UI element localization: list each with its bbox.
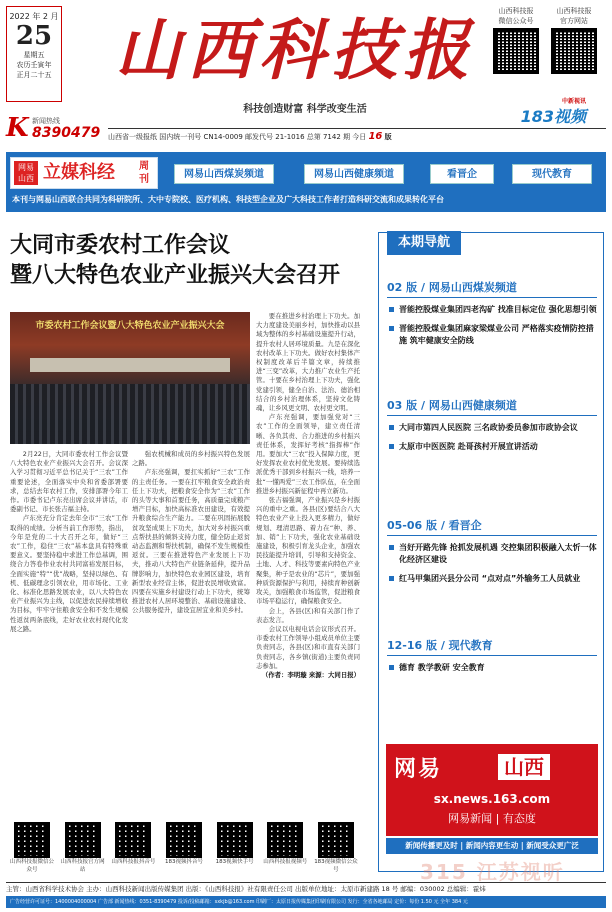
day-number: 25	[15, 21, 53, 51]
paragraph: 卢东亮充分肯定去年全市“三农”工作取得的成绩。分析当前工作形势，指出，今年是党的二十大召开之年，做好“三农”工作，稳住“三农”基本盘具有特殊重要意义。要坚持稳中求进工作总基调，围绕合力答卷作业农村共同富裕发展目标，全面实施“特”“优”战略，坚持以绿色、有机、低碳理念引领农业，用市场化、工业化、标准化思路发展农业，以八大特色农业产业振兴为主线，以促进农民持续增收为目标，牢牢守住粮食安全和不发生规模性返贫两条底线，走好农业农村现代化发展之路。	[10, 514, 128, 633]
weekly-logo	[10, 157, 158, 189]
paragraph: 强农机械和成员的乡村振兴特色发展之路。	[132, 450, 250, 468]
weekly-tail: 周刊	[139, 161, 149, 185]
tv-logo-small: 中新视讯	[561, 98, 586, 105]
guide-section-coal	[387, 279, 597, 354]
headline-line-2: 暨八大特色农业产业振兴大会召开	[10, 262, 341, 288]
qr-item[interactable]	[263, 822, 307, 880]
weekday: 星期五	[23, 51, 45, 59]
paragraph: 卢东亮强调，要扛实抓好“三农”工作的主责任务。一要在扛牢粮食安全政治责任上下功夫，把粮食安全作为“三农”工作的头等大事和首要任务，高质量完成粮产增产目标，加快高标准农田建设，有效提升粮食综合生产能力。二要在巩固拓展脱贫攻坚成果上下功夫，加大对乡村振兴重点帮扶县的倾斜支持力度，健全防止返贫动态监测和帮扶机制，确保不发生规模性返贫。三要在推进特色产业发展上下功夫，推动八大特色产业链条延伸，提升品牌影响力，加快特色农业园区建设，培育新型农业经营主体，促进农民增收致富。四要在实施乡村建设行动上下功夫，统筹推进农村人居环境整治、基础设施建设、公共服务提升，建设宜居宜业和美乡村。	[132, 468, 250, 615]
qr-caption: 山西科技报微信公众号	[10, 859, 55, 873]
qr-caption: 183视频抖音号	[164, 859, 203, 865]
guide-section-head[interactable]: 12-16 版 / 现代教育	[387, 637, 597, 656]
footer-license: 广告经营许可证号：1400004000004 广告部 新闻热线：0351-8390479 投诉/投稿邮箱：sxkjb@163.com 印刷厂：太原日报传媒集团印刷有限公司 发行：全省各地邮局 定价：每份 1.50 元 全年 384 元	[6, 896, 606, 908]
tv-logo	[506, 98, 586, 126]
qr-code-icon[interactable]	[166, 822, 202, 858]
date-box	[6, 6, 62, 102]
ad-brand: 网易	[394, 757, 443, 782]
lunar-year: 农历壬寅年	[16, 61, 52, 69]
website-qr-block	[548, 6, 600, 74]
qr-code-icon[interactable]	[551, 28, 597, 74]
hotline-label: 新闻热线	[32, 117, 60, 125]
qr-caption: 山西科技报	[498, 7, 534, 15]
paragraph: 2月22日，大同市委农村工作会议暨八大特色农业产业振兴大会召开。会议深入学习贯彻习近平总书记关于“三农”工作重要论述，全面落实中央和省委部署要求，总结去年农村工作，安排部署今年工作。市委书记卢东亮出席会议并讲话，市委副书记、市长张吉福主持。	[10, 450, 128, 514]
qr-item[interactable]	[162, 822, 206, 880]
paragraph: 要在推进乡村治理上下功夫。加大力度建设美丽乡村，加快推动以县域为整体的乡村基础设施提升行动，提升农村人居环境质量。九是在深化农村改革上下功夫。做好农村集体产权制度改革后半篇文章，持续推进“三变”改革，大力推广农业生产托管。十要在乡村治理上下功夫，强化党建引领，健全自治、法治、德治相结合的乡村治理体系，坚持文化铸魂，让乡风更文明、农村更文明。	[256, 312, 360, 413]
qr-code-row	[10, 822, 358, 880]
channel-banner	[6, 152, 606, 212]
banner-subtitle: 本刊与网易山西联合共同为科研院所、大中专院校、医疗机构、科技型企业及广大科技工作者打造科研交流和成果转化平台	[12, 195, 444, 204]
qr-caption: 山西科技报	[556, 7, 592, 15]
netease-advertisement[interactable]	[386, 744, 598, 836]
paragraph: 卢东亮强调，要加强党对“三农”工作的全面领导，建立责任清晰、各负其责、合力推进的乡村振兴责任体系，发挥好考核“指挥棒”作用。要加大“三农”投入保障力度，更好发挥农业农村优先发展。要持续选派优秀干部到乡村振兴一线，培养一批“一懂两爱”三农工作队伍，在全面推进乡村振兴新征程中再立新功。	[256, 413, 360, 495]
publication-info	[108, 128, 606, 142]
channel-education[interactable]: 现代教育	[512, 164, 592, 184]
newspaper-title: 山西科技报	[115, 11, 475, 89]
wechat-qr-block	[490, 6, 542, 74]
qr-code-icon[interactable]	[14, 822, 50, 858]
channel-jinqi[interactable]: 看晋企	[430, 164, 494, 184]
year-month: 2022 年 2 月	[9, 12, 59, 21]
channel-coal[interactable]: 网易山西煤炭频道	[174, 164, 274, 184]
guide-item[interactable]: 晋能控股煤业集团麻家梁煤业公司 严格落实疫情防控措施 筑牢健康安全防线	[387, 323, 597, 347]
weekly-name: 立媒科经	[43, 162, 115, 183]
guide-section-head[interactable]: 02 版 / 网易山西煤炭频道	[387, 279, 597, 298]
watermark-logo: 315 江苏视听	[420, 860, 565, 884]
article-byline: （作者：李明璇 来源：大同日报）	[261, 670, 360, 679]
qr-code-icon[interactable]	[493, 28, 539, 74]
guide-title: 本期导航	[387, 231, 461, 255]
ad-url[interactable]: sx.news.163.com	[433, 792, 551, 806]
qr-item[interactable]	[213, 822, 257, 880]
footer-imprint: 主管：山西省科学技术协会 主办：山西科技新闻出版传媒集团 出版：《山西科技报》社有限责任公司 出版单位地址：太原市新建路 18 号 邮编：030002 总编辑：霍炜	[6, 882, 606, 894]
paragraph: 会议以电视电话会议形式召开。市委农村工作领导小组成员单位主要负责同志，各县(区)和市直有关部门负责同志，各乡镇(街道)主要负责同志参加。	[256, 624, 360, 670]
qr-item[interactable]	[314, 822, 358, 880]
guide-item[interactable]: 当好开路先锋 抢抓发展机遇 交控集团积极融入太忻一体化经济区建设	[387, 542, 597, 566]
qr-code-icon[interactable]	[318, 822, 354, 858]
ad-slogan-bar: 新闻传播更及时 | 新闻内容更生动 | 新闻受众更广泛	[386, 838, 598, 854]
qr-caption: 山西科技报抖音号	[111, 859, 156, 865]
hotline-logo: K	[6, 113, 29, 143]
qr-caption: 微信公众号	[498, 17, 534, 25]
qr-code-icon[interactable]	[217, 822, 253, 858]
article-headline	[10, 230, 360, 290]
headline-line-1: 大同市委农村工作会议	[10, 232, 231, 258]
slogan: 科技创造财富 科学改变生活	[243, 104, 367, 115]
guide-section-head[interactable]: 03 版 / 网易山西健康频道	[387, 397, 597, 416]
photo-audience	[10, 384, 250, 444]
channel-health[interactable]: 网易山西健康频道	[304, 164, 404, 184]
guide-section-head[interactable]: 05-06 版 / 看晋企	[387, 517, 597, 536]
guide-section-health	[387, 397, 597, 460]
article-column-1	[10, 450, 128, 818]
qr-item[interactable]	[10, 822, 54, 880]
pub-prefix: 山西省一级报纸 国内统一刊号 CN14-0009 邮发代号 21-1016 总第 7142 期 今日	[108, 133, 367, 141]
qr-code-icon[interactable]	[115, 822, 151, 858]
guide-item[interactable]: 晋能控股煤业集团四老沟矿 找准目标定位 强化思想引领	[387, 304, 597, 316]
qr-caption: 山西科技报官方网站	[60, 859, 105, 873]
ad-region: 山西	[498, 754, 550, 780]
guide-section-jinqi	[387, 517, 597, 592]
guide-item[interactable]: 太原市中医医院 赴哥孩村开展宣讲活动	[387, 441, 597, 453]
qr-caption: 183视频微信公众号	[314, 859, 358, 873]
lunar-day: 正月二十五	[16, 71, 52, 79]
qr-code-icon[interactable]	[65, 822, 101, 858]
pub-suffix: 版	[384, 133, 392, 141]
qr-caption: 183视频快手号	[215, 859, 254, 865]
netease-logo-icon: 网易 山西	[14, 161, 38, 185]
qr-caption: 山西科技报视频号	[263, 859, 308, 865]
qr-item[interactable]	[111, 822, 155, 880]
article-column-2	[132, 450, 250, 818]
qr-item[interactable]	[61, 822, 105, 880]
photo-podium	[30, 358, 230, 372]
ad-tagline: 网易新闻 | 有态度	[448, 812, 536, 825]
qr-caption: 官方网站	[560, 17, 588, 25]
guide-item[interactable]: 大同市第四人民医院 三名政协委员参加市政协会议	[387, 422, 597, 434]
paragraph: 张吉福强调，产业振兴是乡村振兴的重中之重。各县(区)要结合八大特色农业产业上投入更多精力，做好规划、理清思路、着力在“种、养、加、销”上下功夫，强化农业基础设施建设，积极引育龙头企业，加强农民技能提升培训，引导和支持资金、土地、人才、科技等要素向特色产业聚集，种子是农业的“芯片”，要加强种质资源保护与利用，持续育种创新攻关，加强粮食市场监管，促进粮食市场平稳运行，确保粮食安全。	[256, 496, 360, 606]
guide-section-education	[387, 637, 597, 681]
page-count: 16	[368, 131, 383, 142]
guide-item[interactable]: 红马甲集团兴县分公司 “点对点”外输务工人员就业	[387, 573, 597, 585]
hotline-number: 8390479	[32, 125, 101, 141]
paragraph: 会上，各县(区)和有关部门作了表态发言。	[256, 606, 360, 624]
guide-item[interactable]: 德育 教学教研 安全教育	[387, 662, 597, 674]
photo-banner-text: 市委农村工作会议暨八大特色农业产业振兴大会	[35, 321, 225, 331]
hotline	[6, 114, 106, 144]
meeting-photo	[10, 312, 250, 444]
article-column-3	[256, 312, 360, 818]
qr-code-icon[interactable]	[267, 822, 303, 858]
tv-logo-text: 183视频	[520, 107, 586, 126]
